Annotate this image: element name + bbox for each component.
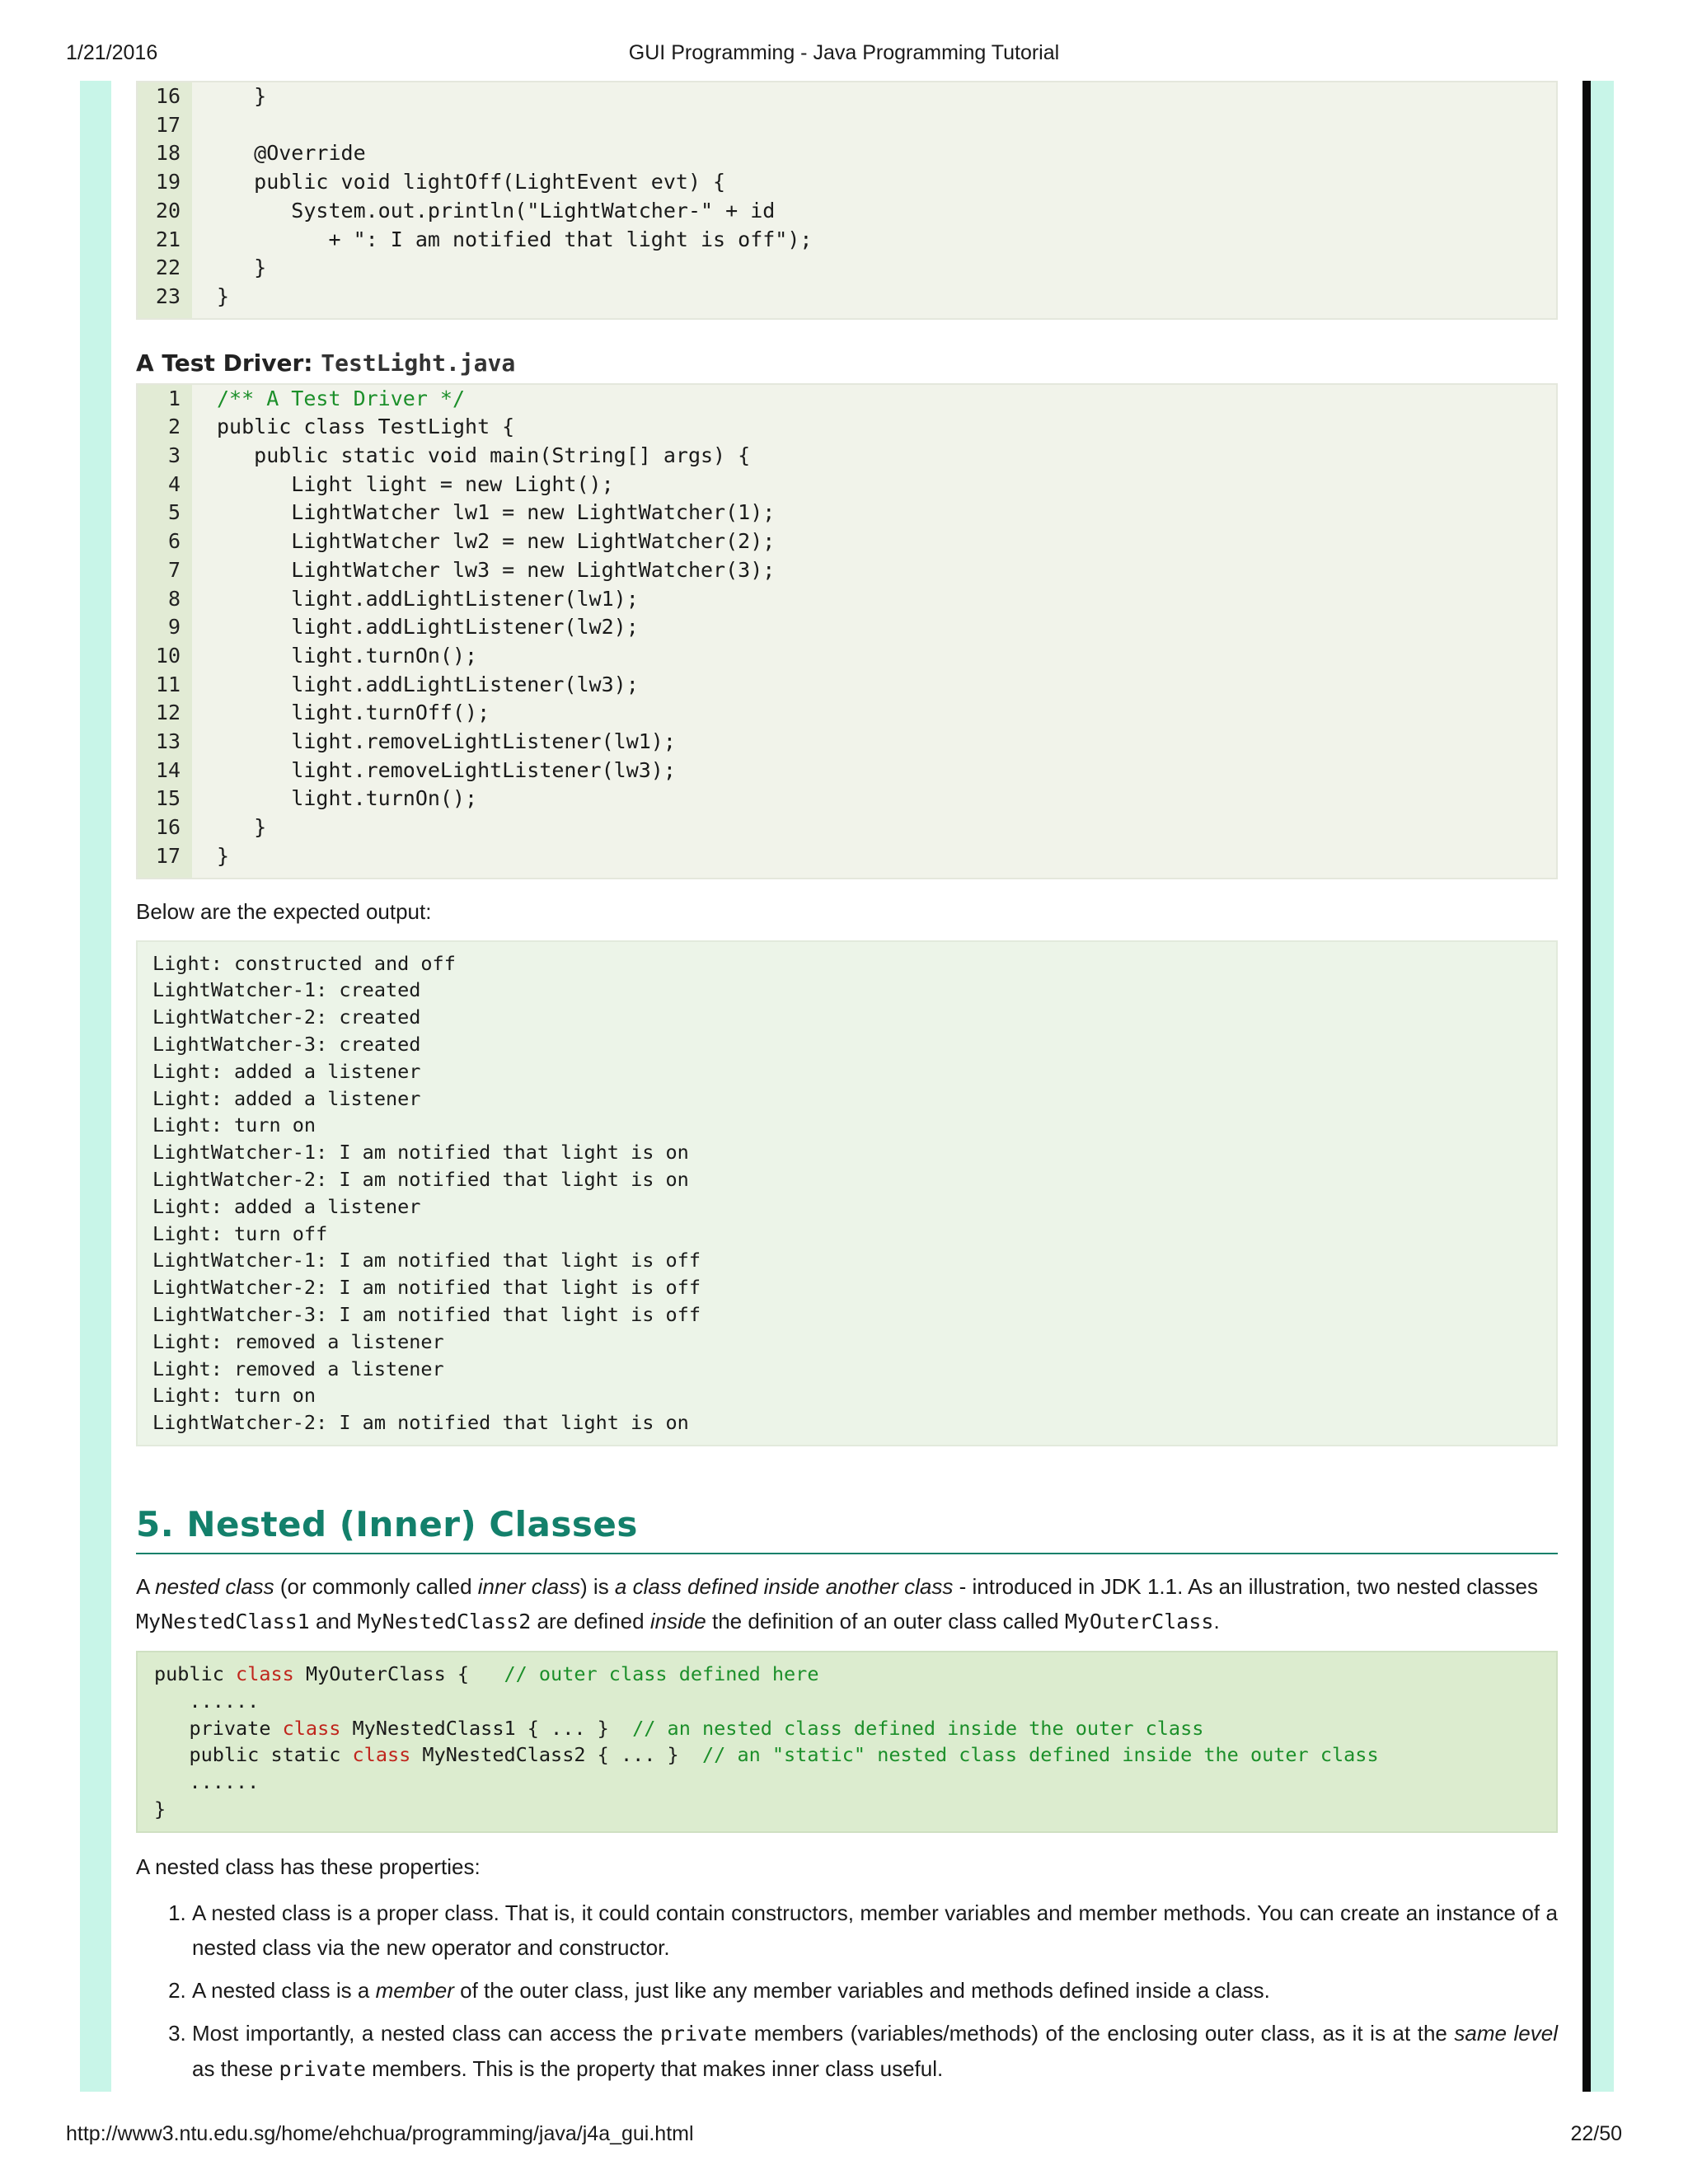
section-number: 5.: [136, 1503, 175, 1544]
line-number: 10: [155, 643, 181, 668]
intro-emphasis: a class defined inside another class: [614, 1573, 954, 1599]
code-line: + ": I am notified that light is off");: [217, 227, 813, 251]
output-line: Light: turn on: [152, 1384, 316, 1408]
output-line: LightWatcher-2: I am notified that light is on: [152, 1411, 689, 1435]
code-line: System.out.println("LightWatcher-" + id: [217, 198, 776, 223]
line-number: 11: [155, 672, 181, 696]
expected-output-block: [136, 940, 1558, 1446]
nested-class-intro: [136, 1569, 1558, 1639]
code-source: [192, 82, 812, 318]
intro-code: MyNestedClass1: [136, 1609, 310, 1633]
code-line: light.turnOn();: [217, 643, 478, 668]
output-line: LightWatcher-1: I am notified that light is off: [152, 1249, 701, 1272]
code-block-lightwatcher-end: [136, 81, 1558, 320]
test-driver-filename: TestLight.java: [321, 349, 516, 377]
code-line: @Override: [217, 141, 366, 166]
code-line: }: [217, 843, 230, 868]
list-item: 2. A nested class is a member of the outer class, just like any member variables and methods defined inside a class.: [192, 1973, 1558, 2008]
header-date: 1/21/2016: [66, 41, 158, 64]
line-number: 18: [155, 141, 181, 166]
code-line: public class TestLight {: [217, 415, 515, 439]
intro-text: are defined: [531, 1608, 650, 1633]
expected-output-intro: Below are the expected output:: [136, 898, 432, 924]
page-content: [136, 81, 1558, 2095]
footer-page-number: 22/50: [1570, 2122, 1622, 2145]
snippet-line: ......: [154, 1770, 260, 1794]
code-line: light.addLightListener(lw2);: [217, 615, 639, 640]
snippet-line: public class MyOuterClass { // outer class defined here: [154, 1661, 819, 1685]
intro-text: ) is: [580, 1573, 615, 1599]
code-line: }: [217, 284, 230, 308]
intro-code: MyNestedClass2: [357, 1609, 532, 1633]
output-line: Light: added a listener: [152, 1194, 421, 1218]
code-line: }: [217, 255, 267, 280]
line-number: 6: [167, 529, 181, 554]
line-number: 20: [155, 198, 181, 223]
line-number-gutter: [138, 385, 192, 878]
code-line: public static void main(String[] args) {: [217, 443, 751, 468]
line-number: 2: [167, 415, 181, 439]
output-line: Light: turn off: [152, 1221, 328, 1245]
right-scroll-bar[interactable]: [1582, 81, 1591, 2092]
line-number: 12: [155, 701, 181, 725]
output-line: Light: removed a listener: [152, 1329, 444, 1353]
code-comment: /** A Test Driver */: [217, 386, 466, 410]
list-item: 3. Most importantly, a nested class can access the private members (variables/methods) of the enclosing outer class, as it is at the same level as these private members. This is the property that makes inner class useful.: [192, 2016, 1558, 2087]
code-line: LightWatcher lw1 = new LightWatcher(1);: [217, 500, 776, 525]
intro-text: - introduced in JDK 1.1. As an illustration, two nested classes: [953, 1573, 1538, 1599]
section-heading: [136, 1504, 1558, 1554]
test-driver-label: A Test Driver:: [136, 349, 321, 377]
output-line: LightWatcher-2: I am notified that light is off: [152, 1276, 701, 1300]
header-title: GUI Programming - Java Programming Tutorial: [628, 41, 1060, 64]
code-line: light.turnOff();: [217, 701, 490, 725]
intro-text: the definition of an outer class called: [706, 1608, 1065, 1633]
properties-intro: A nested class has these properties:: [136, 1854, 481, 1879]
output-line: Light: added a listener: [152, 1059, 421, 1083]
list-item: 1. A nested class is a proper class. That is, it could contain constructors, member variables and member methods. You can create an instance of a nested class via the new operator and constructor.: [192, 1896, 1558, 1965]
line-number: 17: [155, 112, 181, 137]
line-number: 16: [155, 815, 181, 840]
code-line: light.addLightListener(lw1);: [217, 586, 639, 611]
output-line: LightWatcher-2: I am notified that light is on: [152, 1167, 689, 1191]
code-line: }: [217, 815, 267, 840]
snippet-line: }: [154, 1797, 166, 1821]
output-line: Light: added a listener: [152, 1086, 421, 1110]
code-line: Light light = new Light();: [217, 471, 614, 496]
properties-list: [136, 1896, 1558, 2087]
code-line: }: [217, 84, 267, 108]
line-number: 1: [167, 386, 181, 410]
line-number: 16: [155, 84, 181, 108]
output-line: Light: constructed and off: [152, 951, 456, 975]
intro-code: MyOuterClass: [1064, 1609, 1214, 1633]
snippet-line: public static class MyNestedClass2 { ... } // an "static" nested class defined inside the outer class: [154, 1743, 1379, 1767]
code-source: [192, 385, 775, 878]
intro-text: A: [136, 1573, 156, 1599]
code-line: light.turnOn();: [217, 786, 478, 811]
snippet-line: ......: [154, 1689, 260, 1713]
line-number: 21: [155, 227, 181, 251]
test-driver-heading: [136, 349, 1558, 377]
output-line: Light: turn on: [152, 1113, 316, 1137]
intro-term: inner class: [477, 1573, 581, 1599]
line-number: 22: [155, 255, 181, 280]
line-number: 7: [167, 557, 181, 582]
nested-class-code-snippet: [136, 1651, 1558, 1833]
code-line: public void lightOff(LightEvent evt) {: [217, 170, 726, 194]
line-number-gutter: [138, 82, 192, 318]
footer-url[interactable]: http://www3.ntu.edu.sg/home/ehchua/programming/java/j4a_gui.html: [66, 2122, 694, 2145]
intro-text: and: [309, 1608, 358, 1633]
line-number: 5: [167, 500, 181, 525]
line-number: 13: [155, 729, 181, 754]
line-number: 4: [167, 471, 181, 496]
line-number: 14: [155, 757, 181, 782]
output-line: LightWatcher-3: I am notified that light is off: [152, 1302, 701, 1326]
output-line: LightWatcher-3: created: [152, 1032, 421, 1056]
intro-emphasis: inside: [649, 1608, 706, 1633]
line-number: 8: [167, 586, 181, 611]
line-number: 19: [155, 170, 181, 194]
code-block-test-driver: [136, 383, 1558, 879]
intro-text: .: [1213, 1608, 1220, 1633]
right-margin-band: [1591, 81, 1614, 2092]
code-line: [217, 111, 812, 140]
code-line: LightWatcher lw3 = new LightWatcher(3);: [217, 557, 776, 582]
line-number: 15: [155, 786, 181, 811]
section-title: Nested (Inner) Classes: [186, 1503, 638, 1544]
intro-term: nested class: [155, 1573, 274, 1599]
snippet-line: private class MyNestedClass1 { ... } // an nested class defined inside the outer class: [154, 1716, 1204, 1740]
output-line: LightWatcher-2: created: [152, 1005, 421, 1029]
line-number: 3: [167, 443, 181, 468]
output-line: Light: removed a listener: [152, 1357, 444, 1380]
code-line: light.removeLightListener(lw3);: [217, 757, 676, 782]
output-line: LightWatcher-1: created: [152, 978, 421, 1002]
output-line: LightWatcher-1: I am notified that light is on: [152, 1141, 689, 1165]
left-margin-band: [80, 81, 111, 2092]
code-line: LightWatcher lw2 = new LightWatcher(2);: [217, 529, 776, 554]
intro-text: (or commonly called: [274, 1573, 478, 1599]
line-number: 9: [167, 615, 181, 640]
line-number: 17: [155, 843, 181, 868]
code-line: light.removeLightListener(lw1);: [217, 729, 676, 754]
line-number: 23: [155, 284, 181, 308]
code-line: light.addLightListener(lw3);: [217, 672, 639, 696]
